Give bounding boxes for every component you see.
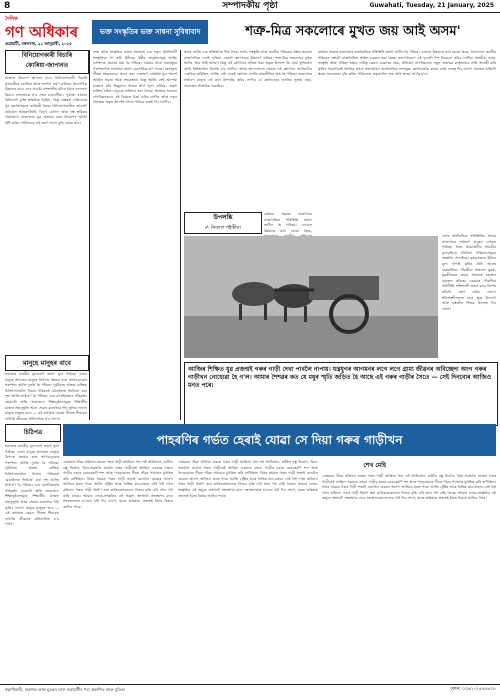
left-title-line2: কোৰিয়া-জাপানত <box>25 62 69 69</box>
left-title-line1: বিনিয়োগকাৰী বিচাৰি <box>21 52 73 59</box>
bullock-cart-icon <box>184 236 438 358</box>
middle-article-body: ভক্ত আৰু সংস্কৃতিৰ নামত সমাজত এক নতুন সুবিধাবাদী সংস্কৃতিয়ে গা কৰি উঠিছে। ধৰ্মীয় অনুষ্ঠানসমূহ আজি ব্যক্তিগত প্ৰচাৰৰ মঞ্চ হৈ পৰিছে। নামঘৰ আৰু সত্ৰসমূহৰ পৰম্পৰাগত ভাবধাৰা ক্ৰমাৎ ব্যৱসায়িক ৰূপ লৈছে। মহাপুৰুষ শ্ৰীমন্ত শংকৰদেৱে প্ৰচাৰ কৰা একশৰণ নামধৰ্মৰ মূল আদৰ্শ আছিল সমতা আৰু সহাৱস্থান। কিন্তু আজি সেই আদৰ্শক ব্যৱহাৰ কৰি কিছুমানে নিজৰ স্বাৰ্থ পূৰণ কৰিছে। প্ৰকৃত ভক্তিৰ ঠাইত দেখুওৱা ভক্তিয়ে স্থান লৈছে। সমাজৰ সচেতন নাগৰিকসকলে এই বিষয়ত চিন্তা কৰিব লাগিব আৰু নতুন প্ৰজন্মক প্ৰকৃত আদৰ্শৰ সৈতে পৰিচয় কৰাই দিব লাগিব। <box>93 50 177 105</box>
section-title: সম্পাদকীয় পৃষ্ঠা <box>222 1 278 11</box>
letters-section-label: চিঠিপত্ৰ <box>5 424 61 442</box>
phone-number: ফোন: ০৩৬১-২৫৫৫৬২৮ <box>450 687 496 692</box>
feature-body-col2: এসময়ত গাঁৱৰ প্ৰতিখন ঘৰতে গৰুৰ গাড়ী আছিল। ধান দাই আনিবলৈ, হাটলৈ বস্তু নিবলৈ, বিয়া-সবাহলৈ যাবলৈ গৰুৰ গাড়ীয়েই আছিল একমাত্ৰ বাহন। গাড়ীৰ চকাৰ কেৰকেৰণি শব্দ আৰু গাড়োৱানৰ গীতে গাঁৱৰ পথবোৰ মুখৰিত কৰি ৰাখিছিল। বিহুৰ সময়ত গৰুৰ গাড়ী সজাই মেলালৈ যোৱাৰ আনন্দ আজিও মনত পৰে। আজি ট্ৰেক্টৰ আৰু বিভিন্ন যান-বাহনে সেই ঠাই দখল কৰিলে। গৰুৰ গাড়ী নিৰ্মাণ কৰা কাৰিকৰসকলেও নিজৰ বৃত্তি এৰি আন পথ বাছি লৈছে। আমাৰ লোক-সংস্কৃতিৰ এই অমূল্য অংগটো সংৰক্ষণৰ বাবে সংগ্ৰহালয়ত হ'লেও ঠাই দিব লাগে, যাতে ভৱিষ্যত প্ৰজন্মই ইয়াৰ বিষয়ে জানিব পাৰে। <box>178 460 318 498</box>
main-article-continued: বৰ্তমান সময়ত ৰাজ্যখনৰ ৰাজনৈতিক পৰিস্থিতি ক্ৰমাৎ জটিল হৈ পৰিছে। এফালে উন্নয়নৰ কথা কোৱা হৈছে, <box>264 212 312 233</box>
left-second-title: মানুহে মানুহৰ বাবে <box>5 355 89 371</box>
page-number: 8 <box>4 1 11 11</box>
header-divider <box>0 12 500 13</box>
newspaper-logo <box>5 16 85 48</box>
logo-small-text: দৈনিক <box>5 16 18 22</box>
page-header <box>0 0 500 12</box>
right-article-body: দেশৰ অৰ্থনৈতিক পৰিস্থিতিৰ প্ৰভাৱ ৰাজ্যখনৰ সাধাৰণ মানুহৰ ওপৰত পৰিছে। নিত্য প্ৰয়োজনীয় সামগ্ৰীৰ মূল্যবৃদ্ধিয়ে মধ্যবিত্ত পৰিয়ালসমূহক সংকটত পেলাইছে। কৃষকসকলে উচিত মূল্য নাপাই কৃষিৰ প্ৰতি আগ্ৰহ হেৰুৱাইছে। গাঁৱলীয়া অঞ্চলৰ যুৱক-যুৱতীসকল কামৰ সন্ধানত চহৰলৈ প্ৰব্ৰজন কৰিছে। চৰকাৰে গাঁৱলীয়া অৰ্থনীতি শক্তিশালী কৰাৰ বাবে বিশেষ আঁচনি গ্ৰহণ কৰিব লাগে। স্বনিৰ্ভৰশীলতাৰ বাবে ক্ষুদ্ৰ উদ্যোগ আৰু হস্ততাঁত শিল্পক উৎসাহ দিব লাগে। <box>442 234 496 311</box>
bullock-cart-photo <box>184 236 438 358</box>
column-divider <box>89 50 90 420</box>
column-divider <box>180 50 181 420</box>
photo-caption: আজিৰ শিক্ষিত যুৱ প্ৰজন্মই গৰুৰ গাড়ী দেখা পাবলৈ নাপায়। যন্ত্ৰযুগৰ আগমনৰ লগে লগে গ্ৰাম্য জীৱনৰ অবিচ্ছেদ্য অংগ গৰুৰ গাড়ীখন নোহোৱা হৈ গ'ল। আমাৰ শৈশৱৰ কত যে মধুৰ স্মৃতি জড়িত হৈ আছে এই গৰুৰ গাড়ীৰ সৈতে — সেই দিনবোৰ আজিও মনত পৰে। <box>188 366 492 389</box>
byline-label: উপলব্ধি <box>213 214 233 221</box>
print-line: স্বত্বাধিকাৰী, প্ৰকাশক আৰু মুদ্ৰকৰ দ্বাৰা গুৱাহাটীৰ পৰা প্ৰকাশিত আৰু মুদ্ৰিত। <box>5 687 126 692</box>
main-article-body: বৰ্তমান সময়ত ৰাজ্যখনৰ ৰাজনৈতিক পৰিস্থিতি ক্ৰমাৎ জটিল হৈ পৰিছে। এফালে উন্নয়নৰ কথা কোৱা হৈছে, আনফালে জাতীয় পৰিচয়ৰ প্ৰশ্নটো ৰাজনৈতিক স্বাৰ্থত ব্যৱহাৰ কৰা হৈছে। জনসাধাৰণে এই দুয়োটা দিশ বিবেচনা কৰিব লাগিব। অসমীয়া ভাষা, সংস্কৃতি আৰু ঐতিহ্য ৰক্ষাৰ দায়িত্ব কেৱল চৰকাৰৰ নহয়, প্ৰতিজন নাগৰিকৰো। নতুন প্ৰজন্মক মাতৃভাষাৰ প্ৰতি আগ্ৰহী কৰি তুলিব পৰাটোৱেই আজিৰ প্ৰধান প্ৰত্যাহ্বান। ৰাজনৈতিক দলসমূহে শ্লোগানতকৈ কামত বেছি গুৰুত্ব দিব লাগে। সমাজৰ প্ৰতিটো স্তৰত সচেতনতা বৃদ্ধি কৰিব পাৰিলেহে প্ৰকৃতাৰ্থত 'জয় আই অসম' সাৰ্থক হ'ব। <box>318 50 496 77</box>
byline-box <box>184 212 262 234</box>
footer-divider <box>0 684 500 685</box>
photo-caption-box <box>184 362 498 426</box>
page-date: Guwahati, Tuesday, 21 January, 2025 <box>369 2 494 9</box>
feature-body-col3: এসময়ত গাঁৱৰ প্ৰতিখন ঘৰতে গৰুৰ গাড়ী আছিল। ধান দাই আনিবলৈ, হাটলৈ বস্তু নিবলৈ, বিয়া-সবাহলৈ যাবলৈ গৰুৰ গাড়ীয়েই আছিল একমাত্ৰ বাহন। গাড়ীৰ চকাৰ কেৰকেৰণি শব্দ আৰু গাড়োৱানৰ গীতে গাঁৱৰ পথবোৰ মুখৰিত কৰি ৰাখিছিল। বিহুৰ সময়ত গৰুৰ গাড়ী সজাই মেলালৈ যোৱাৰ আনন্দ আজিও মনত পৰে। আজি ট্ৰেক্টৰ আৰু বিভিন্ন যান-বাহনে সেই ঠাই দখল কৰিলে। গৰুৰ গাড়ী নিৰ্মাণ কৰা কাৰিকৰসকলেও নিজৰ বৃত্তি এৰি আন পথ বাছি লৈছে। আমাৰ লোক-সংস্কৃতিৰ এই অমূল্য অংগটো সংৰক্ষণৰ বাবে সংগ্ৰহালয়ত হ'লেও ঠাই দিব লাগে, যাতে ভৱিষ্যত প্ৰজন্মই ইয়াৰ বিষয়ে জানিব পাৰে। <box>322 474 496 501</box>
feature-author: শেখ মেহি <box>363 462 386 469</box>
masthead-dateline: গুৱাহাটী, মঙ্গলবাৰ, ২১ জানুৱাৰী, ২০২৫ <box>5 41 72 46</box>
byline-author: ✍ নিতাল শইকীয়া <box>205 225 241 231</box>
masthead-slogan: ভক্ত সংস্কৃতিৰ ভক্ত সাধনা সুবিধাবাদ <box>92 20 208 44</box>
feature-headline: পাহৰণিৰ গৰ্ভত হেৰাই যোৱা সে দিয়া গৰুৰ গাড়ীখন <box>63 424 496 456</box>
main-article-lead: অসম আজি এক সন্ধিক্ষণত থিয় দিছে। ভাষা, সংস্কৃতি আৰু জাতীয় পৰিচয়ৰ প্ৰশ্নত সকলো ৰাজনৈতিক দলেই এতিয়া একেটা শ্লোগানকে উচ্চাৰণ কৰিছে। শত্ৰু-মিত্ৰ সকলোৰে মুখত আজি 'জয় আই অসম'। কিন্তু এই শ্লোগানৰ আঁৰত থকা প্ৰকৃত উদ্দেশ্য কি সেয়া বুজিবলৈ আমি ইতিহাসলৈ উভতি চাব লাগিব। অসম আন্দোলনৰ সময়ত এই শ্লোগানে জাতিটোক একত্ৰিত কৰিছিল, আজি সেই একেই শ্লোগান ভোটৰ ৰাজনীতিৰ অস্ত্ৰ হৈ পৰিছে। ৰাজ্যখনৰ সাধাৰণ মানুহে এই কথা উপলব্ধি কৰিব লাগিব যে শ্লোগানেৰে জাতিৰ সুৰক্ষা নহয়, প্ৰয়োজন আন্তৰিক প্ৰচেষ্টাৰ। <box>184 50 312 88</box>
left-article-body: ৰাজ্যত উদ্যোগ স্থাপনৰ বাবে বিনিয়োগকাৰী বিচাৰি মুখ্যমন্ত্ৰীয়ে কোৰিয়া আৰু জাপান ভ্ৰমণ কৰিছে। উদ্যোগিক উন্নয়নৰ বাবে এনে প্ৰচেষ্টা প্ৰশংসনীয় যদিও ইয়াৰ ফলাফল কিমান লাভজনক হ'ব সেয়া চাবলগীয়া। পূৰ্বতো বহুতো বিনিয়োগ চুক্তি স্বাক্ষৰিত হৈছিল, কিন্তু বাস্তৱত সেইবোৰৰ খুব কমসংখ্যকহে কাৰ্যকৰী হৈছে। বিনিয়োগকাৰীক আকৰ্ষণ কৰিবলৈ আন্তঃগাঁথনি, বিদ্যুৎ যোগান আৰু দক্ষ শ্ৰমিকৰ প্ৰয়োজন। ৰাজ্যখনৰ যুৱ প্ৰজন্মৰ বাবে নিয়োগৰ সুবিধা সৃষ্টি কৰিব পাৰিলেহে এই ভ্ৰমণ সফল বুলি কোৱা যাব। <box>5 76 87 125</box>
feature-body-col1: এসময়ত গাঁৱৰ প্ৰতিখন ঘৰতে গৰুৰ গাড়ী আছিল। ধান দাই আনিবলৈ, হাটলৈ বস্তু নিবলৈ, বিয়া-সবাহলৈ যাবলৈ গৰুৰ গাড়ীয়েই আছিল একমাত্ৰ বাহন। গাড়ীৰ চকাৰ কেৰকেৰণি শব্দ আৰু গাড়োৱানৰ গীতে গাঁৱৰ পথবোৰ মুখৰিত কৰি ৰাখিছিল। বিহুৰ সময়ত গৰুৰ গাড়ী সজাই মেলালৈ যোৱাৰ আনন্দ আজিও মনত পৰে। আজি ট্ৰেক্টৰ আৰু বিভিন্ন যান-বাহনে সেই ঠাই দখল কৰিলে। গৰুৰ গাড়ী নিৰ্মাণ কৰা কাৰিকৰসকলেও নিজৰ বৃত্তি এৰি আন পথ বাছি লৈছে। আমাৰ লোক-সংস্কৃতিৰ এই অমূল্য অংগটো সংৰক্ষণৰ বাবে সংগ্ৰহালয়ত হ'লেও ঠাই দিব লাগে, যাতে ভৱিষ্যত প্ৰজন্মই ইয়াৰ বিষয়ে জানিব পাৰে। <box>63 460 173 509</box>
left-second-body: সমাজত মানৱীয় মূল্যবোধ ক্ৰমাৎ হ্ৰাস পাইছে। এজন মানুহে আনজন মানুহৰ বিপদত সহায়ৰ হাত আগবঢ়োৱাৰ পৰম্পৰা আজি দুৰ্লভ হৈ পৰিছে। দুৰ্ঘটনাত আহত ব্যক্তিক চিকিৎসালয়লৈ নিয়াৰ পৰিৱৰ্তে মোবাইলত ভিডিঅ' কৰা দৃশ্য আজি সাধাৰণ হৈ পৰিছে। এনে মানসিকতাৰ পৰিৱৰ্তন হোৱাটো অতি প্ৰয়োজন। শিক্ষানুষ্ঠানসমূহে শিক্ষাৰ্থীৰ মাজত সহানুভূতি আৰু সেৱাৰ মনোভাৱ গঢ়ি তুলিব লাগে। মানুহে মানুহৰ বাবে — এই কথাষাৰ কেৱল গীতত সীমাবদ্ধ নাথাকি জীৱনত প্ৰতিফলিত হ'ব লাগে। <box>5 372 87 421</box>
logo-text: গণ অধিকাৰ <box>5 23 79 41</box>
letters-body: সমাজত মানৱীয় মূল্যবোধ ক্ৰমাৎ হ্ৰাস পাইছে। এজন মানুহে আনজন মানুহৰ বিপদত সহায়ৰ হাত আগবঢ়োৱাৰ পৰম্পৰা আজি দুৰ্লভ হৈ পৰিছে। দুৰ্ঘটনাত আহত ব্যক্তিক চিকিৎসালয়লৈ নিয়াৰ পৰিৱৰ্তে মোবাইলত ভিডিঅ' কৰা দৃশ্য আজি সাধাৰণ হৈ পৰিছে। এনে মানসিকতাৰ পৰিৱৰ্তন হোৱাটো অতি প্ৰয়োজন। শিক্ষানুষ্ঠানসমূহে শিক্ষাৰ্থীৰ মাজত সহানুভূতি আৰু সেৱাৰ মনোভাৱ গঢ়ি তুলিব লাগে। মানুহে মানুহৰ বাবে — এই কথাষাৰ কেৱল গীতত সীমাবদ্ধ নাথাকি জীৱনত প্ৰতিফলিত হ'ব লাগে। <box>5 444 59 527</box>
main-headline: শত্ৰু-মিত্ৰ সকলোৰে মুখত জয় আই অসম' <box>245 24 461 39</box>
left-article-title <box>5 50 89 74</box>
